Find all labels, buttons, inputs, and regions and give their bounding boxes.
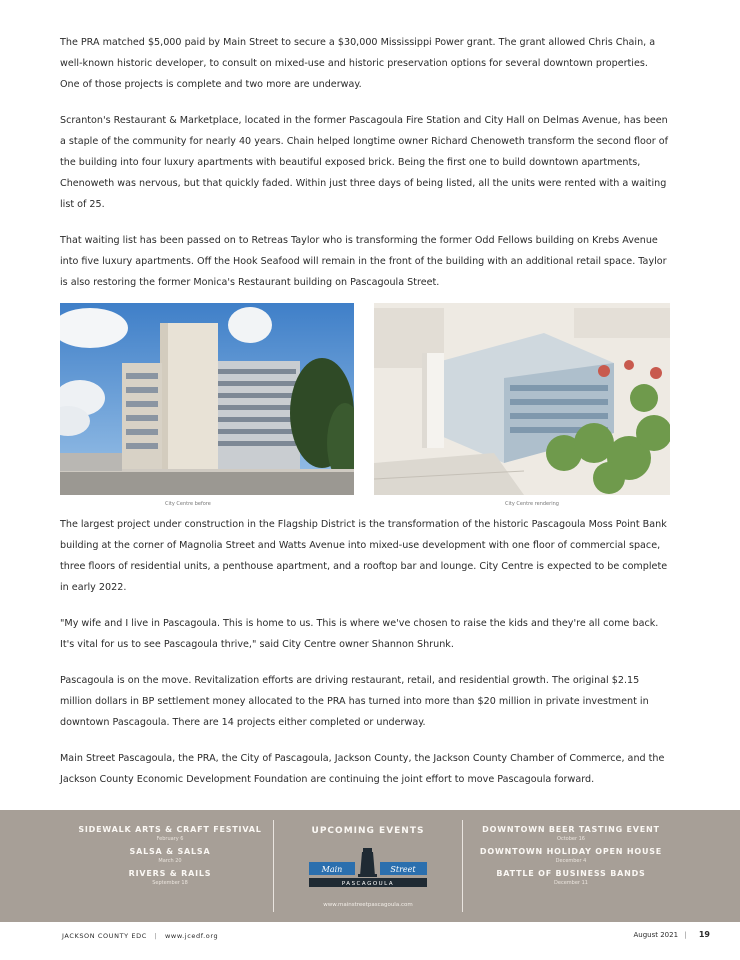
- event-item: [70, 869, 270, 887]
- upcoming-events-heading: UPCOMING EVENTS: [311, 826, 425, 836]
- event-date: October 16: [557, 836, 585, 842]
- photo-row: [60, 303, 670, 513]
- paragraph-scrantons: Scranton's Restaurant & Marketplace, located in the former Pascagoula Fire Station and City Hall on Delmas Avenue, has been a staple of the community for nearly 40 years. Chain helped longtime owner Richard Chenoweth transform the second floor of the building into four luxury apartments with beautiful exposed brick. Being the first one to build downtown apartments, Chenoweth was nervous, but that quickly faded. Within just three days of being listed, all the units were rented with a waiting list of 25.: [60, 115, 668, 210]
- event-date: September 18: [152, 880, 188, 886]
- divider-left: [273, 820, 274, 912]
- svg-text:Main: Main: [321, 865, 343, 874]
- event-item: [466, 825, 676, 843]
- svg-text:PASCAGOULA: PASCAGOULA: [341, 881, 395, 887]
- event-title: BATTLE OF BUSINESS BANDS: [496, 869, 646, 878]
- caption-before: City Centre before: [165, 501, 211, 507]
- paragraph-pra-grant: The PRA matched $5,000 paid by Main Street to secure a $30,000 Mississippi Power grant. The grant allowed Chris Chain, a well-known historic developer, to consult on mixed-use and historic preservation options for several downtown properties. One of those projects is complete and two more are underway.: [60, 37, 656, 90]
- divider-right: [462, 820, 463, 912]
- events-banner: [0, 810, 740, 922]
- issue-date: August 2021: [633, 931, 679, 939]
- footer-separator: |: [684, 931, 687, 939]
- paragraph-revitalization: Pascagoula is on the move. Revitalization efforts are driving restaurant, retail, and residential growth. The original $2.15 million dollars in BP settlement money allocated to the PRA has turned into more than $20 million in private investment in downtown Pascagoula. There are 14 projects either completed or underway.: [60, 675, 649, 728]
- event-item: [70, 847, 270, 865]
- paragraph-city-centre: The largest project under construction in the Flagship District is the transformation of the historic Pascagoula Moss Point Bank building at the corner of Magnolia Street and Watts Avenue into mixed-use development with one floor of commercial space, three floors of residential units, a penthouse apartment, and a rooftop bar and lounge. City Centre is expected to be complete in early 2022.: [60, 519, 668, 593]
- page-number-footer: [633, 930, 710, 939]
- event-title: RIVERS & RAILS: [128, 869, 212, 878]
- events-column-left: [70, 810, 270, 922]
- event-item: [70, 825, 270, 843]
- rendering-image: [374, 303, 670, 495]
- paragraph-quote: "My wife and I live in Pascagoula. This is home to us. This is where we've chosen to raise the kids and they're all come back. It's vital for us to see Pascagoula thrive," said City Centre owner Shannon Shrunk.: [60, 618, 659, 650]
- event-date: December 11: [554, 880, 588, 886]
- photo-city-centre-rendering: [374, 303, 670, 495]
- event-date: March 20: [158, 858, 182, 864]
- caption-rendering: City Centre rendering: [505, 501, 559, 507]
- page-number: 19: [698, 930, 710, 939]
- article-bottom: [60, 514, 670, 805]
- event-item: [466, 847, 676, 865]
- event-title: DOWNTOWN HOLIDAY OPEN HOUSE: [479, 847, 663, 856]
- article-top: [60, 32, 670, 308]
- events-column-right: [466, 810, 676, 922]
- main-street-website[interactable]: www.mainstreetpascagoula.com: [323, 902, 413, 908]
- footer-separator: |: [154, 932, 158, 940]
- event-date: December 4: [555, 858, 587, 864]
- paragraph-waiting-list: That waiting list has been passed on to Retreas Taylor who is transforming the former Odd Fellows building on Krebs Avenue into five luxury apartments. Off the Hook Seafood will remain in the front of the building with an additional retail space. Taylor is also restoring the former Monica's Restaurant building on Pascagoula Street.: [60, 235, 667, 288]
- event-title: SALSA & SALSA: [129, 847, 211, 856]
- photo-city-centre-before: [60, 303, 354, 495]
- building-photo-image: [60, 303, 354, 495]
- event-date: February 6: [156, 836, 184, 842]
- event-title: SIDEWALK ARTS & CRAFT FESTIVAL: [78, 825, 262, 834]
- lighthouse-logo-icon: [305, 846, 431, 896]
- event-title: DOWNTOWN BEER TASTING EVENT: [482, 825, 660, 834]
- paragraph-partners: Main Street Pascagoula, the PRA, the City of Pascagoula, Jackson County, the Jackson County Chamber of Commerce, and the Jackson County Economic Development Foundation are continuing the joint effort to move Pascagoula forward.: [60, 753, 665, 785]
- event-item: [466, 869, 676, 887]
- events-column-middle: [278, 810, 458, 922]
- publication-website[interactable]: www.jcedf.org: [164, 932, 219, 940]
- publication-name: JACKSON COUNTY EDC: [62, 932, 147, 940]
- main-street-logo: [305, 846, 431, 896]
- publication-footer: [62, 932, 218, 940]
- svg-text:Street: Street: [390, 865, 416, 874]
